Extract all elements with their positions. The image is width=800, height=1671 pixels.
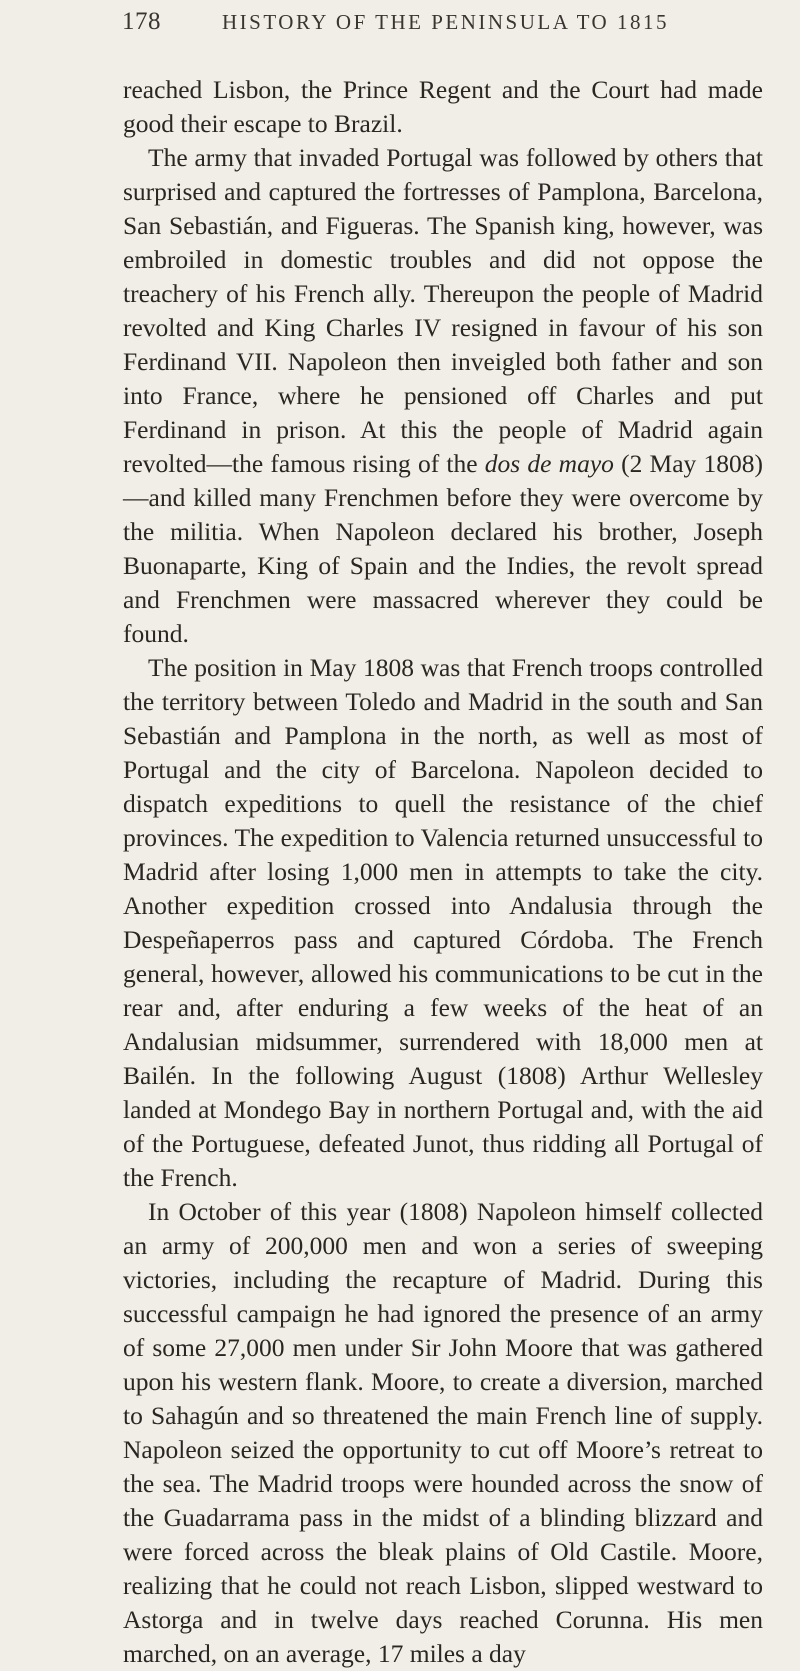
paragraph-2-italic-phrase: dos de mayo [484, 449, 614, 478]
paragraph-4: In October of this year (1808) Napoleon himself collected an army of 200,000 men and won a series of sweeping victories, including the recapture of Madrid. During this successful campaign he had ignored the presence of an army of some 27,000 men under Sir John Moore that was gathered upon his western flank. Moore, to create a diversion, marched to Sahagún and so threatened the main French line of supply. Napoleon seized the opportunity to cut off Moore’s retreat to the sea. The Madrid troops were hounded across the snow of the Guadarrama pass in the midst of a blinding blizzard and were forced across the bleak plains of Old Castile. Moore, realizing that he could not reach Lisbon, slipped westward to Astorga and in twelve days reached Corunna. His men marched, on an average, 17 miles a day [123, 1197, 763, 1668]
paragraph-2-part-1: The army that invaded Portugal was followed by others that surprised and captured the fortresses of Pamplona, Barcelona, San Sebastián, and Figueras. The Spanish king, however, was embroiled in domestic troubles and did not oppose the treachery of his French ally. Thereupon the people of Madrid revolted and King Charles IV resigned in favour of his son Ferdinand VII. Napoleon then inveigled both father and son into France, where he pensioned off Charles and put Ferdinand in prison. At this the people of Madrid again revolted—the famous rising of the [123, 143, 763, 478]
running-head: HISTORY OF THE PENINSULA TO 1815 [222, 10, 669, 34]
paragraph-2-part-2: (2 May 1808)—and killed many Frenchmen before they were overcome by the militia. When Napoleon declared his brother, Joseph Buonaparte, King of Spain and the Indies, the revolt spread and Frenchmen were massacred wherever they could be found. [123, 449, 763, 648]
body-text [123, 73, 763, 1671]
page-number: 178 [122, 8, 161, 35]
paragraph-3: The position in May 1808 was that French troops controlled the territory between Toledo and Madrid in the south and San Sebastián and Pamplona in the north, as well as most of Portugal and the city of Barcelona. Napoleon decided to dispatch expeditions to quell the resistance of the chief provinces. The expedition to Valencia returned unsuccessful to Madrid after losing 1,000 men in attempts to take the city. Another expedition crossed into Andalusia through the Despeñaperros pass and captured Córdoba. The French general, however, allowed his communications to be cut in the rear and, after enduring a few weeks of the heat of an Andalusian midsummer, surrendered with 18,000 men at Bailén. In the following August (1808) Arthur Wellesley landed at Mondego Bay in northern Portugal and, with the aid of the Portuguese, defeated Junot, thus ridding all Portugal of the French. [123, 653, 763, 1192]
page-header [122, 8, 762, 36]
paragraph-1: reached Lisbon, the Prince Regent and the Court had made good their escape to Brazil. [123, 75, 763, 138]
paragraph-2 [123, 141, 763, 651]
